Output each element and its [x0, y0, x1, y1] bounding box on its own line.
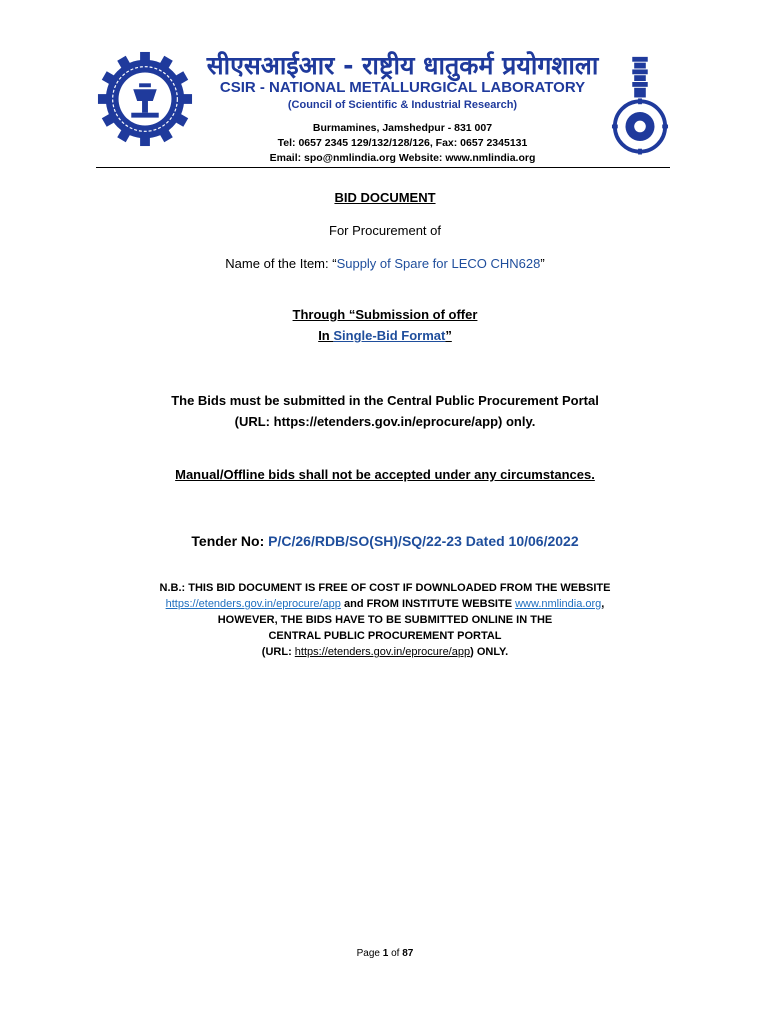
header-title-hindi: सीएसआईआर - राष्ट्रीय धातुकर्म प्रयोगशाला — [206, 51, 599, 80]
nb-line2-end: , — [601, 598, 605, 610]
header-tel: Tel: 0657 2345 129/132/128/126, Fax: 0657 2345131 — [277, 137, 528, 149]
bid-document-title: BID DOCUMENT — [334, 190, 436, 205]
portal-notice-line2: (URL: https://etenders.gov.in/eprocure/app) only. — [234, 414, 536, 429]
through-end: ” — [445, 328, 452, 343]
item-suffix: ” — [540, 256, 545, 271]
page-current: 1 — [382, 948, 389, 959]
page-number — [0, 948, 770, 959]
header-divider — [96, 167, 670, 168]
nb-line2-mid: and FROM INSTITUTE WEBSITE — [340, 598, 516, 610]
nmlindia-link[interactable]: www.nmlindia.org — [515, 598, 602, 610]
item-prefix: Name of the Item: “ — [225, 256, 337, 271]
portal-notice-line1: The Bids must be submitted in the Central Public Procurement Portal — [171, 393, 599, 408]
nb-line5 — [0, 646, 770, 658]
nb-line3: HOWEVER, THE BIDS HAVE TO BE SUBMITTED ONLINE IN THE — [217, 614, 553, 626]
nb-line2 — [0, 598, 770, 610]
nb-line5-start: (URL: — [261, 646, 295, 658]
through-line: Through “Submission of offer — [292, 307, 478, 322]
etenders-link[interactable]: https://etenders.gov.in/eprocure/app — [165, 598, 341, 610]
nb-line5-end: ) ONLY. — [470, 646, 509, 658]
item-name-line — [0, 256, 770, 271]
page-label: Page — [356, 948, 383, 959]
nml-logo-icon — [611, 52, 669, 170]
manual-bid-notice: Manual/Offline bids shall not be accepted under any circumstances. — [175, 467, 595, 482]
bid-format-line — [0, 328, 770, 343]
through-in: In — [318, 328, 334, 343]
item-name: Supply of Spare for LECO CHN628 — [336, 256, 541, 271]
nb-line4: CENTRAL PUBLIC PROCUREMENT PORTAL — [268, 630, 502, 642]
tender-label: Tender No: — [191, 533, 269, 549]
csir-logo-icon — [96, 50, 194, 148]
bid-format: Single-Bid Format — [333, 328, 446, 343]
tender-number-line — [0, 533, 770, 549]
tender-number: P/C/26/RDB/SO(SH)/SQ/22-23 Dated 10/06/2022 — [268, 533, 579, 549]
page-total: 87 — [402, 948, 414, 959]
header-title-english: CSIR - NATIONAL METALLURGICAL LABORATORY — [219, 79, 586, 96]
page-of: of — [388, 948, 403, 959]
etenders-link-2[interactable]: https://etenders.gov.in/eprocure/app — [294, 646, 471, 658]
nb-line1: N.B.: THIS BID DOCUMENT IS FREE OF COST IF DOWNLOADED FROM THE WEBSITE — [159, 582, 611, 594]
header-address: Burmamines, Jamshedpur - 831 007 — [312, 122, 493, 134]
header-email: Email: spo@nmlindia.org Website: www.nmlindia.org — [269, 152, 536, 164]
for-procurement-text: For Procurement of — [329, 223, 441, 238]
header-council: (Council of Scientific & Industrial Research) — [287, 99, 518, 111]
